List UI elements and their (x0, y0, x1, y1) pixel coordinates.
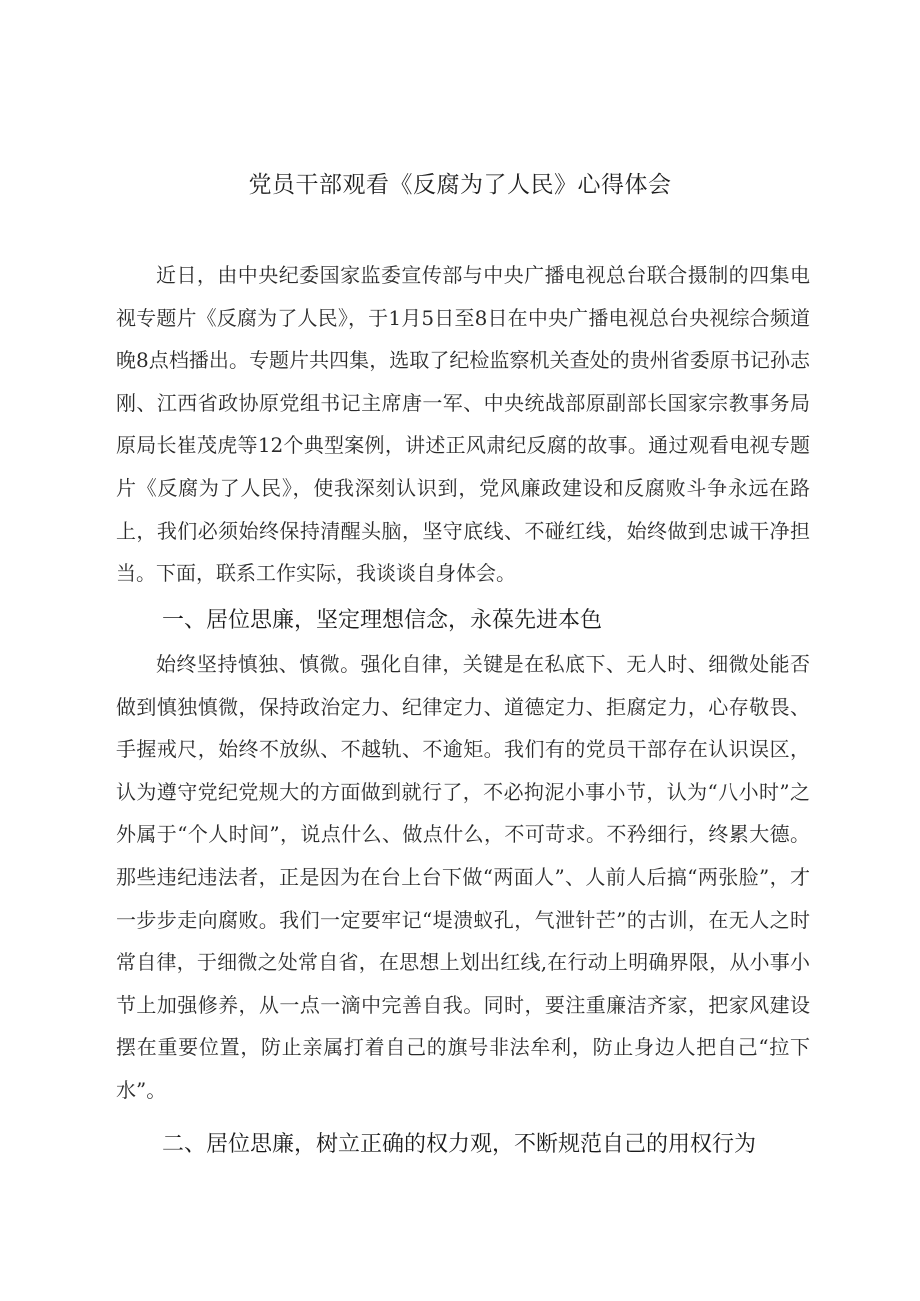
section-1-paragraph: 始终坚持慎独、慎微。强化自律，关键是在私底下、无人时、细微处能否做到慎独慎微，保持政治定力、纪律定力、道德定力、拒腐定力，心存敬畏、手握戒尺，始终不放纵、不越轨、不逾矩。我们有的党员干部存在认识误区，认为遵守党纪党规大的方面做到就行了，不必拘泥小事小节，认为“八小时”之外属于“个人时间”，说点什么、做点什么，不可苛求。不矜细行，终累大德。那些违纪违法者，正是因为在台上台下做“两面人”、人前人后搞“两张脸”，才一步步走向腐败。我们一定要牢记“堤溃蚁孔，气泄针芒”的古训，在无人之时常自律，于细微之处常自省，在思想上划出红线,在行动上明确界限，从小事小节上加强修养，从一点一滴中完善自我。同时，要注重廉洁齐家，把家风建设摆在重要位置，防止亲属打着自己的旗号非法牟利，防止身边人把自己“拉下水”。 (116, 652, 810, 1102)
intro-paragraph: 近日，由中央纪委国家监委宣传部与中央广播电视总台联合摄制的四集电视专题片《反腐为了人民》，于1月5日至8日在中央广播电视总台央视综合频道晚8点档播出。专题片共四集，选取了纪检监察机关查处的贵州省委原书记孙志刚、江西省政协原党组书记主席唐一军、中央统战部原副部长国家宗教事务局原局长崔茂虎等12个典型案例，讲述正风肃纪反腐的故事。通过观看电视专题片《反腐为了人民》，使我深刻认识到，党风廉政建设和反腐败斗争永远在路上，我们必须始终保持清醒头脑，坚守底线、不碰红线，始终做到忠诚干净担当。下面，联系工作实际，我谈谈自身体会。 (116, 263, 810, 586)
document-title: 党员干部观看《反腐为了人民》心得体会 (248, 172, 672, 198)
section-heading-1: 一、居位思廉，坚定理想信念，永葆先进本色 (162, 608, 603, 633)
section-heading-2: 二、居位思廉，树立正确的权力观，不断规范自己的用权行为 (162, 1132, 757, 1157)
